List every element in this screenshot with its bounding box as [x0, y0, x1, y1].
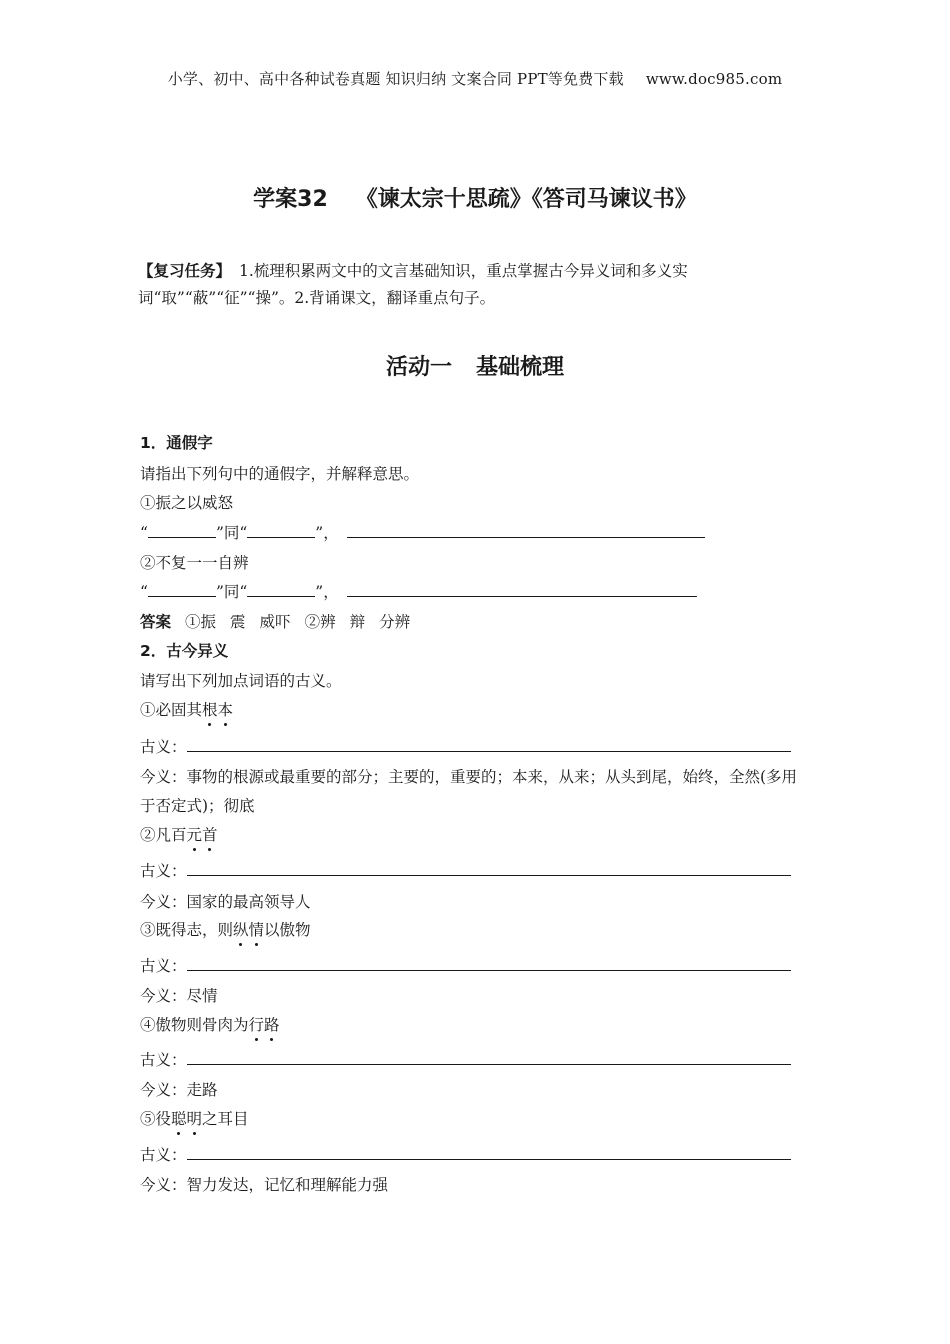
q2-item-1: ①必固其根本	[140, 701, 234, 719]
title-number: 学案32	[253, 187, 328, 212]
tongjia-blank[interactable]	[148, 582, 216, 597]
q2-instruction: 请写出下列加点词语的古义。	[140, 672, 342, 690]
meaning-blank[interactable]	[347, 523, 705, 538]
review-task-text: 1.梳理积累两文中的文言基础知识，重点掌握古今异义词和多义实词“取”“蔽”“征”“操”。2.背诵课文，翻译重点句子。	[138, 262, 688, 307]
ancient-meaning-row: 古义：	[140, 1143, 791, 1165]
section-number: 活动一	[385, 355, 452, 380]
ancient-meaning-blank[interactable]	[187, 737, 791, 752]
tongjia-blank[interactable]	[148, 523, 216, 538]
review-task-tag: 【复习任务】	[138, 262, 232, 280]
q2-item-5: ⑤役聪明之耳目	[140, 1110, 249, 1128]
q1-blank-row-2: “ ”同“ ”，	[140, 580, 697, 602]
ancient-meaning-row: 古义：	[140, 859, 791, 881]
modern-meaning: 今义：走路	[140, 1081, 218, 1099]
modern-meaning: 今义：事物的根源或最重要的部分；主要的，重要的；本来，从来；从头到尾，始终，全然(多用于否定式)；彻底	[140, 768, 798, 815]
q1-item-2: ②不复一一自辨	[140, 554, 249, 572]
review-task	[138, 258, 818, 312]
ancient-meaning-blank[interactable]	[187, 956, 791, 971]
q1-item-1: ①振之以威怒	[140, 494, 234, 512]
modern-meaning: 今义：国家的最高领导人	[140, 893, 311, 911]
header-url[interactable]: www.doc985.com	[645, 70, 783, 88]
title-works: 《谏太宗十思疏》《答司马谏议书》	[355, 187, 697, 212]
q2-item-3: ③既得志，则纵情以傲物	[140, 921, 311, 939]
q2-item-4: ④傲物则骨肉为行路	[140, 1016, 280, 1034]
section-name: 基础梳理	[476, 355, 565, 380]
meaning-blank[interactable]	[347, 582, 697, 597]
ancient-meaning-blank[interactable]	[187, 1145, 791, 1160]
header-text: 小学、初中、高中各种试卷真题 知识归纳 文案合同 PPT等免费下载	[167, 70, 624, 88]
ancient-meaning-blank[interactable]	[187, 861, 791, 876]
q2-item-2: ②凡百元首	[140, 826, 218, 844]
modern-meaning: 今义：尽情	[140, 987, 218, 1005]
q1-heading: 1．通假字	[140, 434, 213, 452]
ancient-meaning-row: 古义：	[140, 1048, 791, 1070]
q1-blank-row-1: “ ”同“ ”，	[140, 521, 705, 543]
original-char-blank[interactable]	[247, 523, 315, 538]
answer-label: 答案	[140, 613, 172, 631]
ancient-meaning-row: 古义：	[140, 735, 791, 757]
q1-instruction: 请指出下列句中的通假字，并解释意思。	[140, 465, 420, 483]
page-title	[0, 182, 950, 213]
q1-answer: 答案 ①振 震 威吓 ②辨 辩 分辨	[140, 613, 411, 631]
section-title	[0, 350, 950, 381]
q2-heading: 2．古今异义	[140, 642, 229, 660]
page-header	[0, 68, 950, 89]
ancient-meaning-blank[interactable]	[187, 1050, 791, 1065]
ancient-meaning-row: 古义：	[140, 954, 791, 976]
modern-meaning: 今义：智力发达，记忆和理解能力强	[140, 1176, 389, 1194]
original-char-blank[interactable]	[247, 582, 315, 597]
